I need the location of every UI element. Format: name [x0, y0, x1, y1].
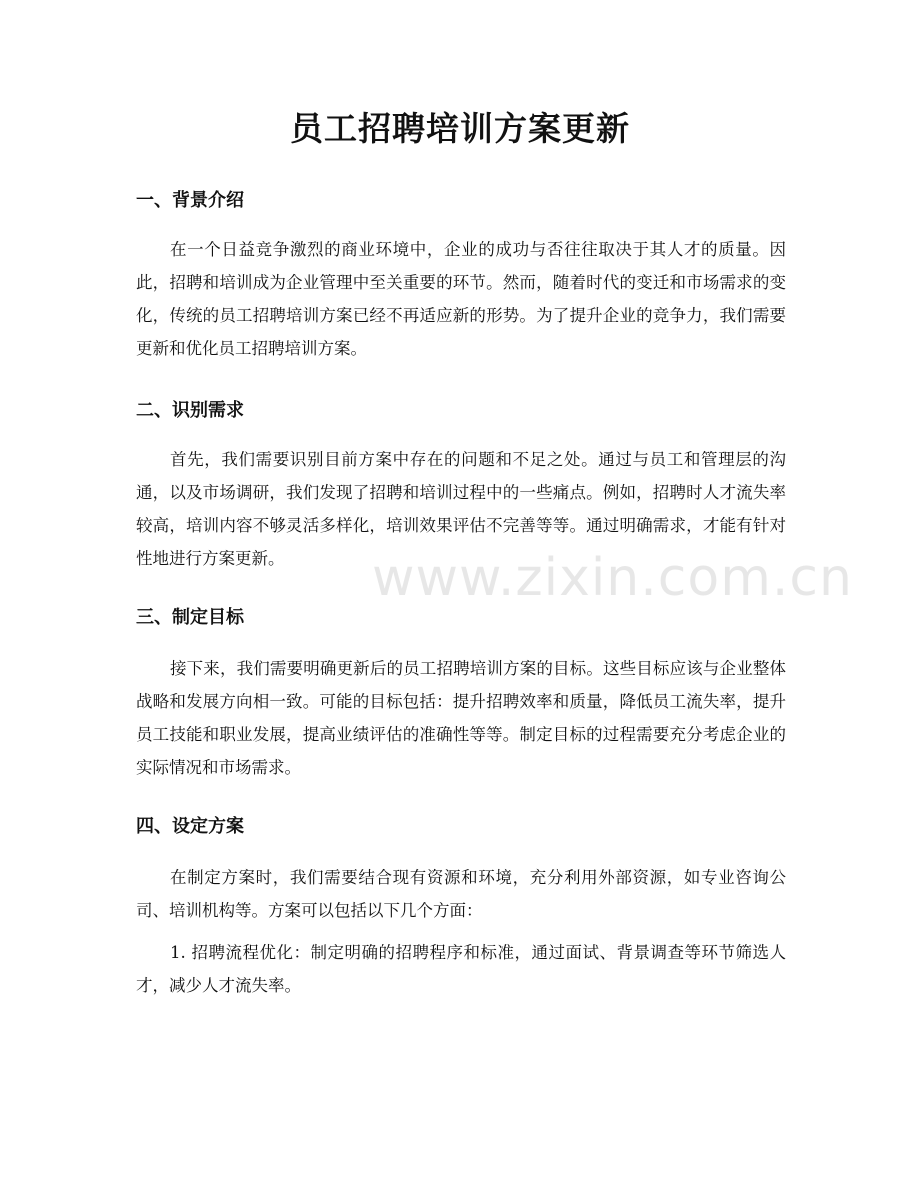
- section-heading-needs: 二、识别需求: [136, 400, 244, 421]
- list-item: 1. 招聘流程优化：制定明确的招聘程序和标准，通过面试、背景调查等环节筛选人才，减少人才流失率。: [136, 943, 786, 995]
- section-paragraph: 首先，我们需要识别目前方案中存在的问题和不足之处。通过与员工和管理层的沟通，以及市场调研，我们发现了招聘和培训过程中的一些痛点。例如，招聘时人才流失率较高，培训内容不够灵活多样化，培训效果评估不完善等等。通过明确需求，才能有针对性地进行方案更新。: [136, 450, 786, 568]
- watermark: www.zixin.com.cn: [372, 548, 853, 608]
- section-heading-goals: 三、制定目标: [136, 607, 244, 628]
- page-title: 员工招聘培训方案更新: [290, 109, 630, 148]
- section-paragraph: 接下来，我们需要明确更新后的员工招聘培训方案的目标。这些目标应该与企业整体战略和发展方向相一致。可能的目标包括：提升招聘效率和质量，降低员工流失率，提升员工技能和职业发展，提高业绩评估的准确性等等。制定目标的过程需要充分考虑企业的实际情况和市场需求。: [136, 659, 786, 777]
- section-heading-background: 一、背景介绍: [136, 190, 244, 211]
- section-heading-plan: 四、设定方案: [136, 816, 244, 837]
- section-paragraph: 在制定方案时，我们需要结合现有资源和环境，充分利用外部资源，如专业咨询公司、培训机构等。方案可以包括以下几个方面：: [136, 868, 786, 920]
- section-paragraph: 在一个日益竞争激烈的商业环境中，企业的成功与否往往取决于其人才的质量。因此，招聘和培训成为企业管理中至关重要的环节。然而，随着时代的变迁和市场需求的变化，传统的员工招聘培训方案已经不再适应新的形势。为了提升企业的竞争力，我们需要更新和优化员工招聘培训方案。: [136, 240, 786, 358]
